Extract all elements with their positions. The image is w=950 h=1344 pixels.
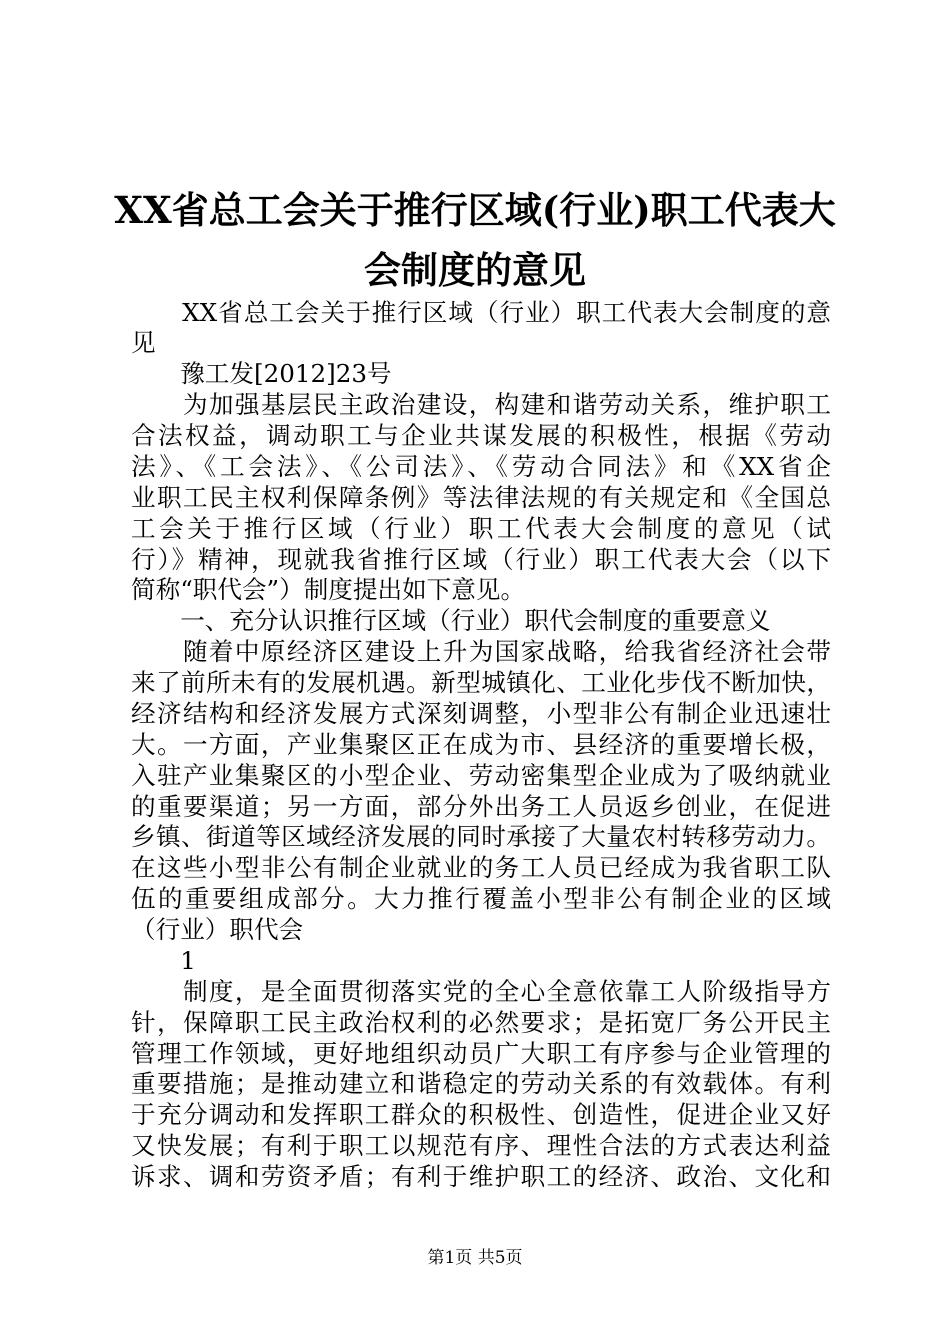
body-line: 重要措施；是推动建立和谐稳定的劳动关系的有效载体。有利 — [131, 1069, 831, 1098]
document-title-line-2: 会制度的意见 — [364, 248, 586, 292]
body-line: 见 — [131, 328, 156, 357]
body-line: 大。一方面，产业集聚区正在成为市、县经济的重要增长极， — [131, 730, 831, 759]
body-line: 针，保障职工民主政治权利的必然要求；是拓宽厂务公开民主 — [131, 1008, 831, 1037]
body-line: 工会关于推行区域（行业）职工代表大会制度的意见（试 — [131, 514, 831, 543]
body-line: 为加强基层民主政治建设，构建和谐劳动关系，维护职工 — [131, 390, 831, 419]
body-line: 又快发展；有利于职工以规范有序、理性合法的方式表达利益 — [131, 1131, 831, 1160]
body-line: 制度，是全面贯彻落实党的全心全意依靠工人阶级指导方 — [131, 977, 831, 1006]
body-line: 随着中原经济区建设上升为国家战略，给我省经济社会带 — [131, 637, 831, 666]
body-line: 诉求、调和劳资矛盾；有利于维护职工的经济、政治、文化和 — [131, 1162, 831, 1191]
body-line: 简称“职代会”）制度提出如下意见。 — [131, 575, 526, 604]
section-heading: 一、充分认识推行区域（行业）职代会制度的重要意义 — [131, 606, 771, 635]
body-line: （行业）职代会 — [131, 915, 304, 944]
body-line: 于充分调动和发挥职工群众的积极性、创造性，促进企业又好 — [131, 1100, 831, 1129]
body-line: 乡镇、街道等区域经济发展的同时承接了大量农村转移劳动力。 — [131, 822, 831, 851]
body-line: 来了前所未有的发展机遇。新型城镇化、工业化步伐不断加快， — [131, 668, 831, 697]
body-line: 豫工发[2012]23号 — [131, 359, 392, 388]
body-line: XX省总工会关于推行区域（行业）职工代表大会制度的意 — [131, 298, 831, 327]
inline-page-number: 1 — [131, 946, 196, 975]
body-line: 合法权益，调动职工与企业共谋发展的积极性，根据《劳动 — [131, 421, 831, 450]
body-line: 入驻产业集聚区的小型企业、劳动密集型企业成为了吸纳就业 — [131, 761, 831, 790]
body-line: 的重要渠道；另一方面，部分外出务工人员返乡创业，在促进 — [131, 792, 831, 821]
body-line: 经济结构和经济发展方式深刻调整，小型非公有制企业迅速壮 — [131, 699, 831, 728]
body-line: 管理工作领域，更好地组织动员广大职工有序参与企业管理的 — [131, 1039, 831, 1068]
body-line: 行）》精神，现就我省推行区域（行业）职工代表大会（以下 — [131, 545, 831, 574]
document-title-line-1: XX省总工会关于推行区域(行业)职工代表大 — [114, 188, 836, 232]
page-footer: 第1页 共5页 — [427, 1248, 523, 1268]
body-line: 业职工民主权利保障条例》等法律法规的有关规定和《全国总 — [131, 483, 831, 512]
body-line: 在这些小型非公有制企业就业的务工人员已经成为我省职工队 — [131, 853, 831, 882]
body-line: 法》、《工会法》、《公司法》、《劳动合同法》和《XX省企 — [131, 452, 831, 481]
body-line: 伍的重要组成部分。大力推行覆盖小型非公有制企业的区域 — [131, 884, 831, 913]
